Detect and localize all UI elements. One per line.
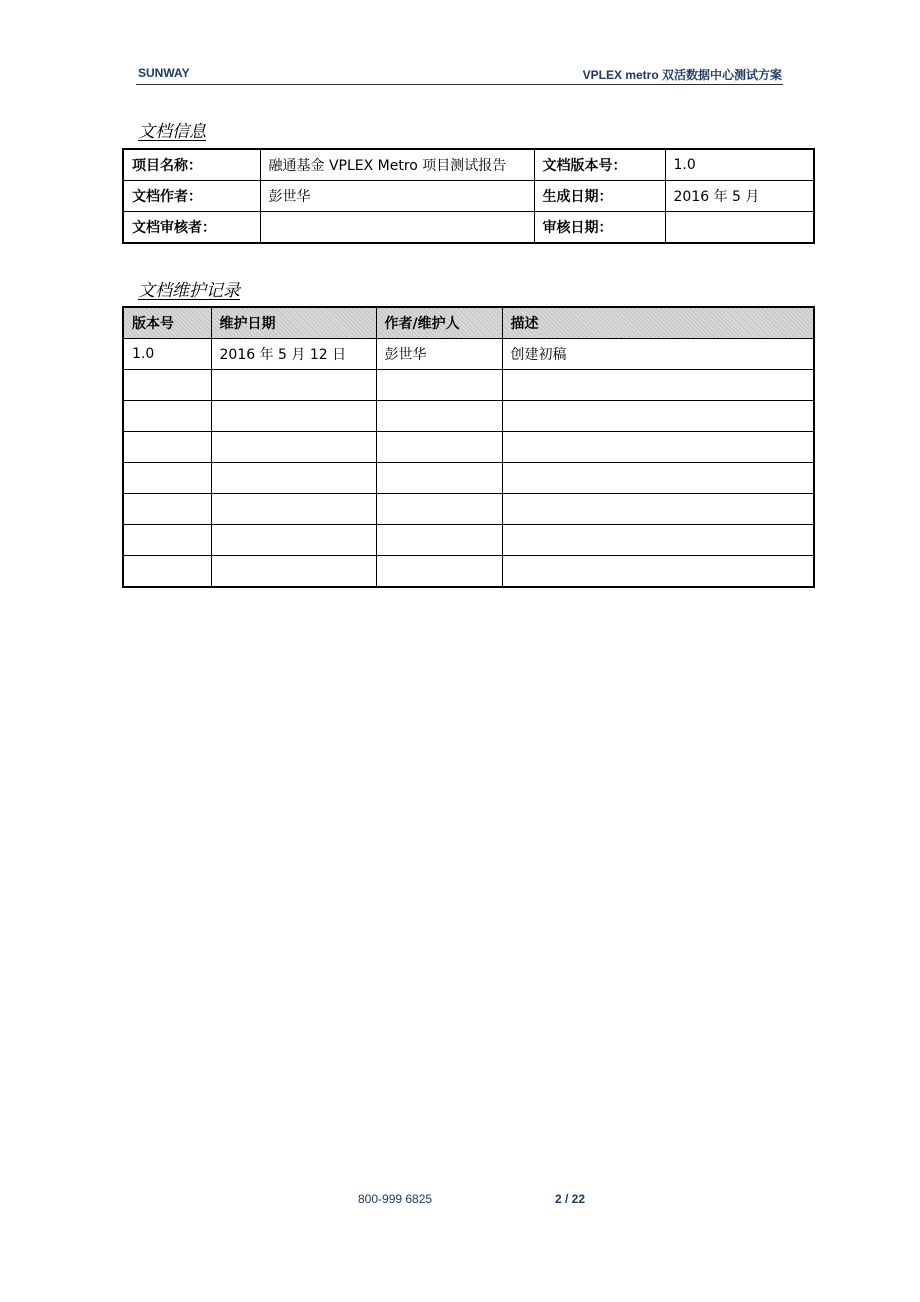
- info-value: [665, 212, 814, 244]
- table-cell: [123, 401, 211, 432]
- info-label: 文档审核者：: [123, 212, 260, 244]
- table-cell: [502, 401, 814, 432]
- header-company: SUNWAY: [138, 66, 190, 80]
- table-cell: [502, 432, 814, 463]
- table-cell: [376, 370, 502, 401]
- table-cell: [211, 463, 376, 494]
- header-doc-title: VPLEX metro 双活数据中心测试方案: [582, 68, 782, 82]
- info-value: 彭世华: [260, 181, 534, 212]
- table-row: [123, 212, 814, 244]
- info-value: 1.0: [665, 149, 814, 181]
- table-row: [123, 432, 814, 463]
- header-divider: [136, 84, 783, 85]
- column-header: 描述: [502, 307, 814, 339]
- column-header: 维护日期: [211, 307, 376, 339]
- info-label: 生成日期：: [534, 181, 665, 212]
- table-cell: [211, 556, 376, 588]
- table-cell: 1.0: [123, 339, 211, 370]
- footer-phone: 800-999 6825: [358, 1192, 433, 1206]
- table-row: [123, 339, 814, 370]
- info-value: [260, 212, 534, 244]
- table-cell: [123, 556, 211, 588]
- table-cell: [376, 494, 502, 525]
- column-header: 作者/维护人: [376, 307, 502, 339]
- info-value: 融通基金 VPLEX Metro 项目测试报告: [260, 149, 534, 181]
- table-row: [123, 463, 814, 494]
- table-cell: [211, 432, 376, 463]
- table-row: [123, 370, 814, 401]
- table-cell: [376, 401, 502, 432]
- table-cell: [376, 556, 502, 588]
- table-cell: [376, 463, 502, 494]
- doc-info-title: 文档信息: [138, 122, 206, 142]
- info-label: 文档作者：: [123, 181, 260, 212]
- table-cell: [211, 370, 376, 401]
- table-cell: [211, 494, 376, 525]
- table-cell: [123, 525, 211, 556]
- table-row: [123, 401, 814, 432]
- table-row: [123, 556, 814, 588]
- column-header: 版本号: [123, 307, 211, 339]
- table-cell: 创建初稿: [502, 339, 814, 370]
- maintenance-table: [122, 306, 815, 588]
- table-cell: [502, 463, 814, 494]
- maintenance-title: 文档维护记录: [138, 281, 240, 301]
- table-cell: [502, 494, 814, 525]
- table-header-row: [123, 307, 814, 339]
- table-cell: [123, 432, 211, 463]
- table-cell: 彭世华: [376, 339, 502, 370]
- table-cell: [502, 556, 814, 588]
- table-cell: [123, 370, 211, 401]
- table-row: [123, 149, 814, 181]
- doc-info-table: [122, 148, 815, 244]
- table-cell: [502, 370, 814, 401]
- table-cell: [123, 494, 211, 525]
- table-row: [123, 181, 814, 212]
- info-label: 项目名称：: [123, 149, 260, 181]
- table-cell: [211, 525, 376, 556]
- table-cell: [211, 401, 376, 432]
- table-cell: [502, 525, 814, 556]
- table-cell: 2016 年 5 月 12 日: [211, 339, 376, 370]
- table-row: [123, 494, 814, 525]
- table-row: [123, 525, 814, 556]
- info-label: 文档版本号：: [534, 149, 665, 181]
- table-cell: [376, 432, 502, 463]
- info-value: 2016 年 5 月: [665, 181, 814, 212]
- info-label: 审核日期：: [534, 212, 665, 244]
- table-cell: [376, 525, 502, 556]
- table-cell: [123, 463, 211, 494]
- footer-page-number: 2 / 22: [555, 1192, 586, 1206]
